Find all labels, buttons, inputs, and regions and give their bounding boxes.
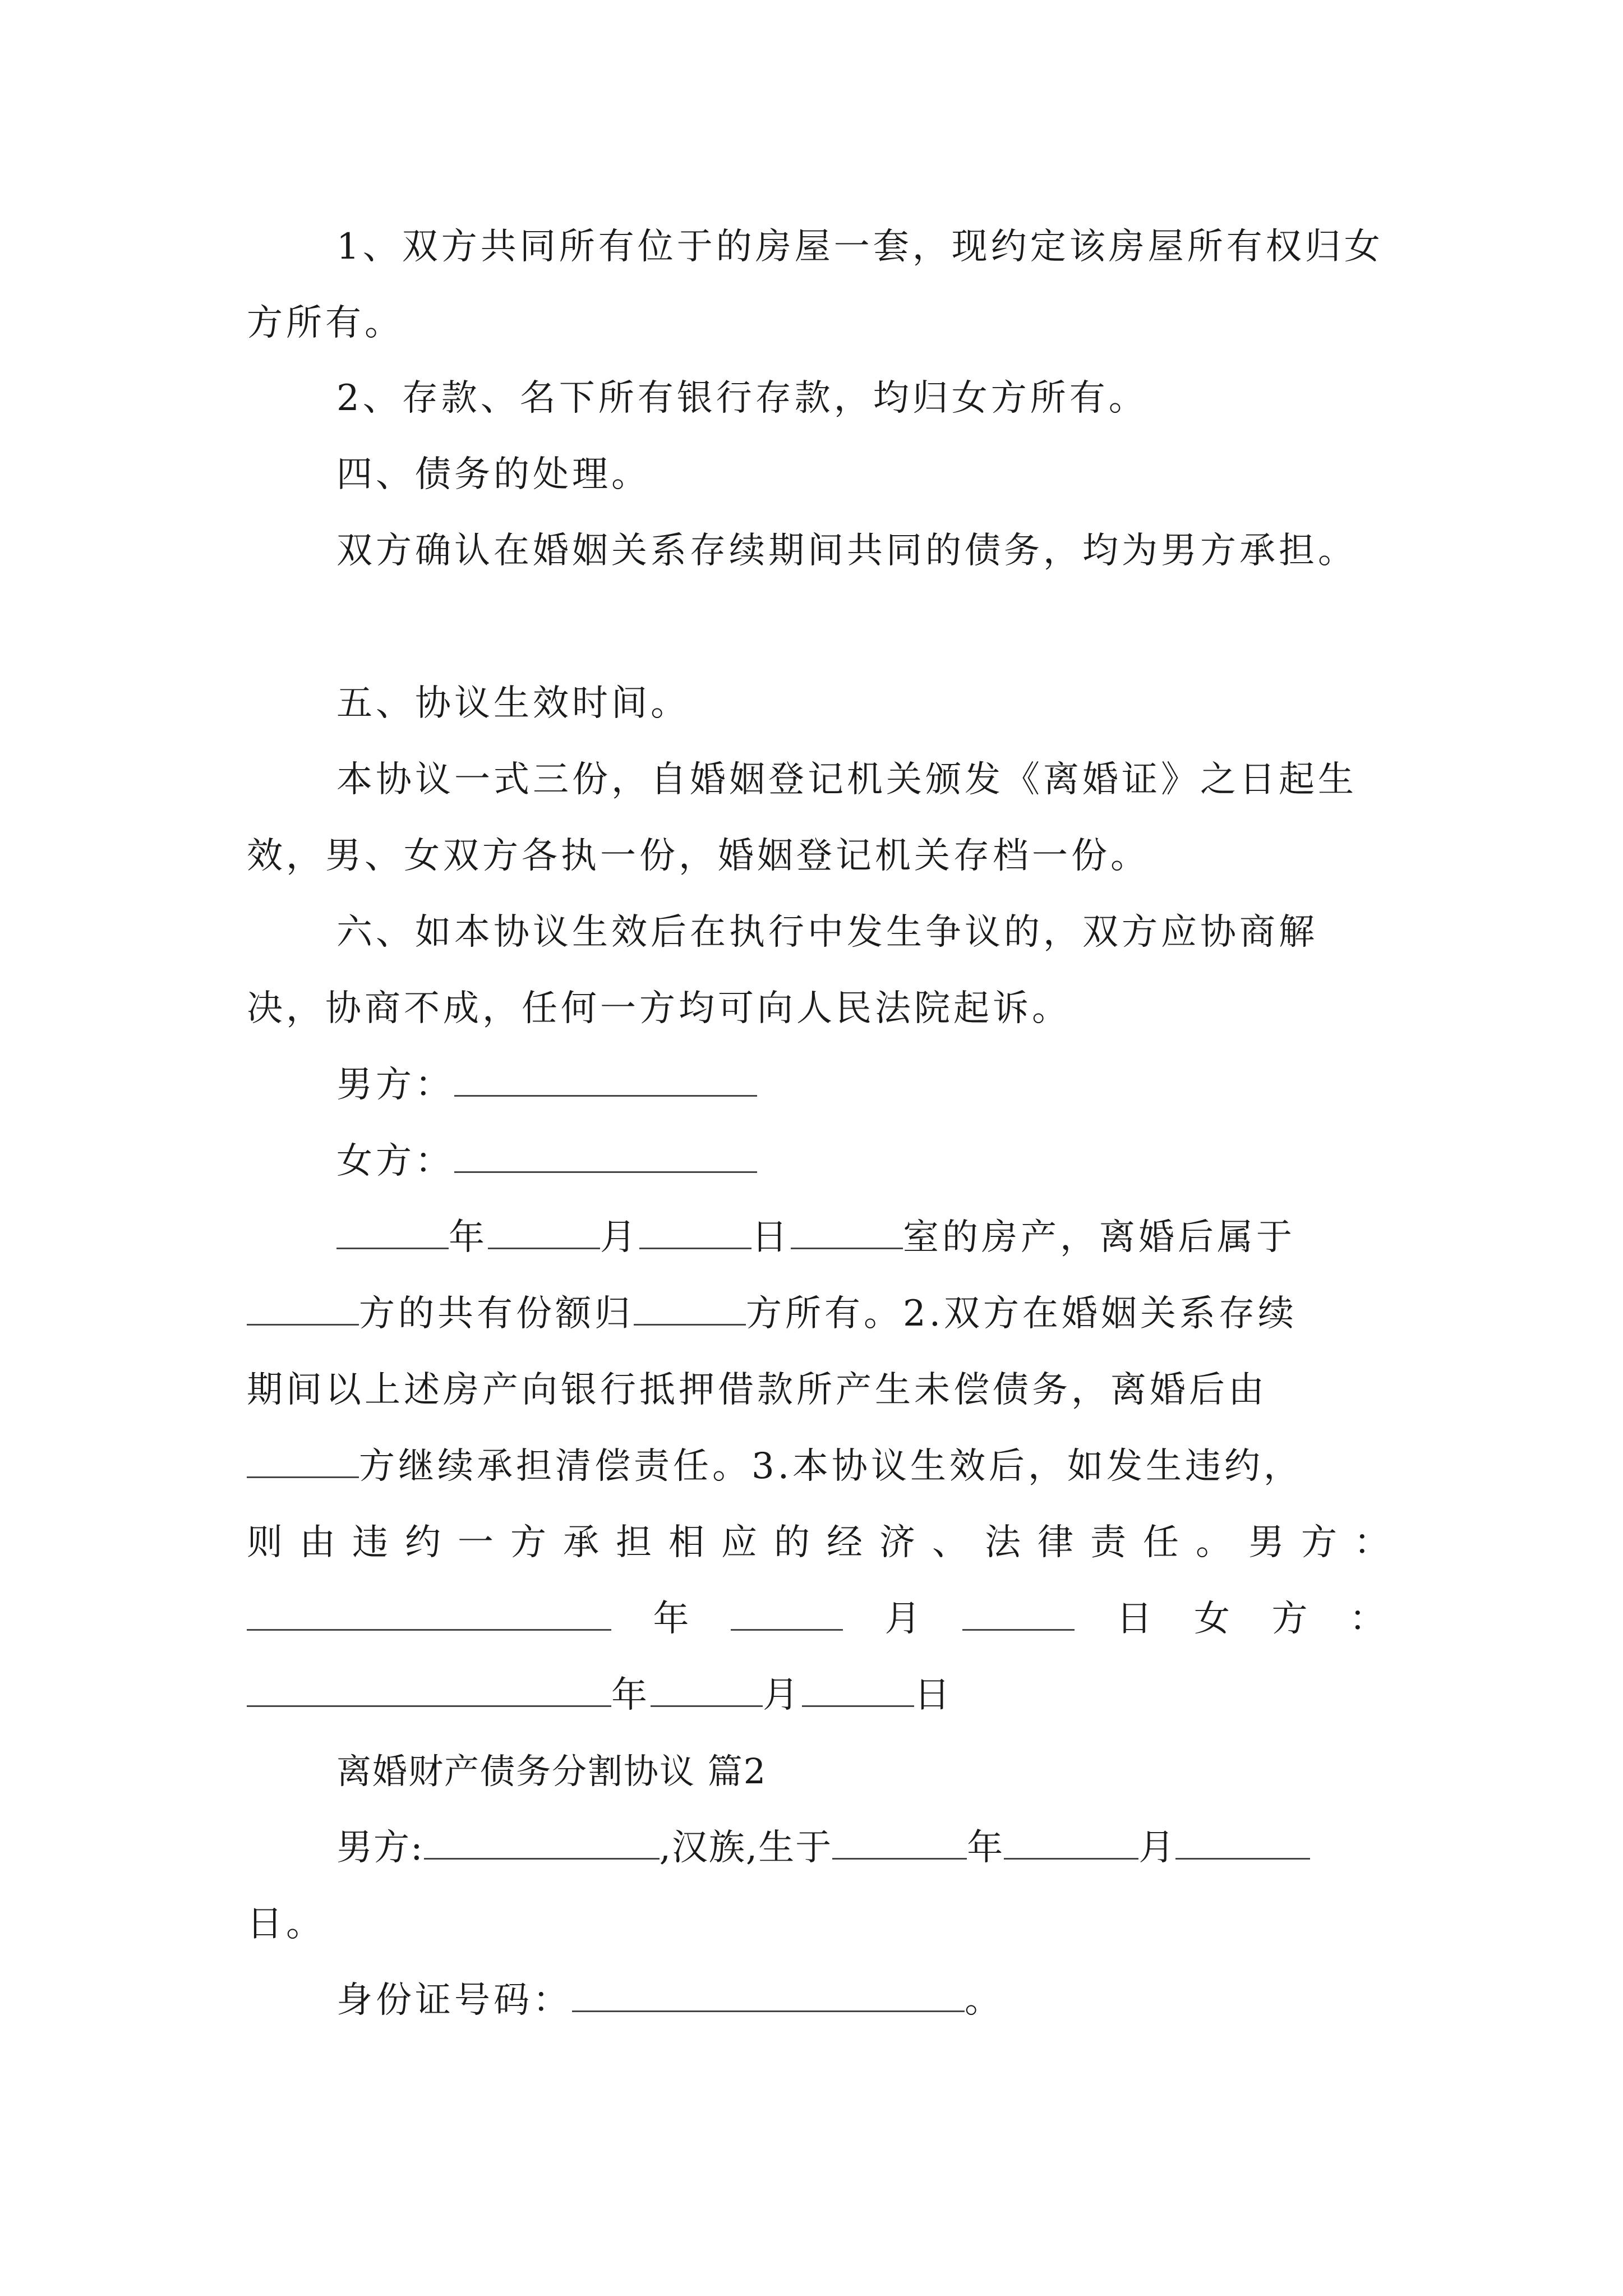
month-blank[interactable] — [488, 1216, 600, 1249]
male-sign-blank-2[interactable] — [247, 1598, 611, 1631]
month-label: 月 — [600, 1217, 639, 1258]
id-number-end: 。 — [965, 1980, 1004, 2021]
day-blank-2[interactable] — [962, 1598, 1075, 1631]
day-label-2: 日 — [1116, 1598, 1152, 1640]
id-number-blank[interactable] — [572, 1979, 965, 2012]
id-number-label: 身份证号码： — [336, 1980, 572, 2021]
female-signature-blank[interactable] — [454, 1140, 757, 1173]
day-label-3: 日 — [914, 1674, 953, 1716]
section-2-ethnic-text: ,汉族,生于 — [659, 1827, 833, 1869]
paragraph-copies: 本协议一式三份，自婚姻登记机关颁发《离婚证》之日起生效，男、女双方各执一份，婚姻登记机关存档一份。 — [247, 759, 1357, 877]
paragraph-deposits: 2、存款、名下所有银行存款，均归女方所有。 — [336, 378, 1148, 419]
share-text-1: 方的共有份额归 — [359, 1293, 634, 1335]
section-2-year-blank[interactable] — [832, 1826, 967, 1860]
female-colon: ： — [1349, 1598, 1385, 1640]
party-blank-3[interactable] — [247, 1445, 359, 1478]
female-char-1: 女 — [1194, 1598, 1230, 1640]
month-label-2: 月 — [884, 1598, 921, 1640]
male-label: 男方： — [336, 1064, 454, 1106]
female-sign-blank-2[interactable] — [247, 1674, 611, 1707]
heading-debt-handling: 四、债务的处理。 — [336, 454, 651, 495]
male-signature-line — [336, 1047, 1385, 1123]
day-label: 日 — [751, 1217, 791, 1258]
heading-effective-time: 五、协议生效时间。 — [336, 683, 690, 724]
female-char-2: 方 — [1271, 1598, 1308, 1640]
section-2-day-end: 日。 — [247, 1903, 325, 1945]
female-signature-line — [336, 1123, 1385, 1199]
section-2-male-label: 男方: — [336, 1827, 424, 1869]
section-2-male-line — [336, 1810, 1385, 1886]
liability-text: 则由违约一方承担相应的经济、法律责任。男方： — [247, 1522, 1407, 1563]
section-2-month-label: 月 — [1138, 1827, 1176, 1869]
month-blank-3[interactable] — [651, 1674, 763, 1707]
year-label-3: 年 — [611, 1674, 651, 1716]
room-text: 室的房产，离婚后属于 — [903, 1217, 1295, 1258]
year-label: 年 — [449, 1217, 488, 1258]
clause-repayment-line — [247, 1428, 1385, 1504]
id-number-line — [336, 1962, 1385, 2039]
clause-male-date-line — [247, 1581, 1385, 1657]
year-blank[interactable] — [336, 1216, 449, 1249]
day-blank-3[interactable] — [802, 1674, 914, 1707]
clause-liability-line — [247, 1504, 1407, 1581]
month-label-3: 月 — [763, 1674, 802, 1716]
section-2-year-label: 年 — [967, 1827, 1004, 1869]
party-blank-1[interactable] — [247, 1292, 359, 1326]
section-2-male-name-blank[interactable] — [424, 1826, 660, 1860]
section-2-day-blank[interactable] — [1175, 1826, 1310, 1860]
paragraph-house-ownership: 1、双方共同所有位于的房屋一套，现约定该房屋所有权归女方所有。 — [247, 226, 1384, 344]
female-label: 女方： — [336, 1140, 454, 1182]
repayment-text: 方继续承担清偿责任。3.本协议生效后，如发生违约， — [359, 1446, 1303, 1487]
room-blank[interactable] — [791, 1216, 903, 1249]
section-2-month-blank[interactable] — [1004, 1826, 1138, 1860]
month-blank-2[interactable] — [731, 1598, 843, 1631]
clause-share-line — [247, 1276, 1385, 1352]
paragraph-dispute: 六、如本协议生效后在执行中发生争议的，双方应协商解决，协商不成，任何一方均可向人民法院起诉。 — [247, 912, 1318, 1029]
share-text-2: 方所有。2.双方在婚姻关系存续 — [746, 1293, 1298, 1335]
year-label-2: 年 — [653, 1598, 689, 1640]
party-blank-2[interactable] — [634, 1292, 746, 1326]
clause-mortgage-line: 期间以上述房产向银行抵押借款所产生未偿债务，离婚后由 — [247, 1369, 1267, 1411]
clause-female-date-line — [247, 1657, 1385, 1733]
section-2-title: 离婚财产债务分割协议 篇2 — [336, 1751, 767, 1792]
clause-date-room-line — [336, 1199, 1385, 1276]
paragraph-debt-confirmation: 双方确认在婚姻关系存续期间共同的债务，均为男方承担。 — [336, 530, 1357, 572]
day-blank[interactable] — [639, 1216, 751, 1249]
male-signature-blank[interactable] — [454, 1064, 757, 1097]
